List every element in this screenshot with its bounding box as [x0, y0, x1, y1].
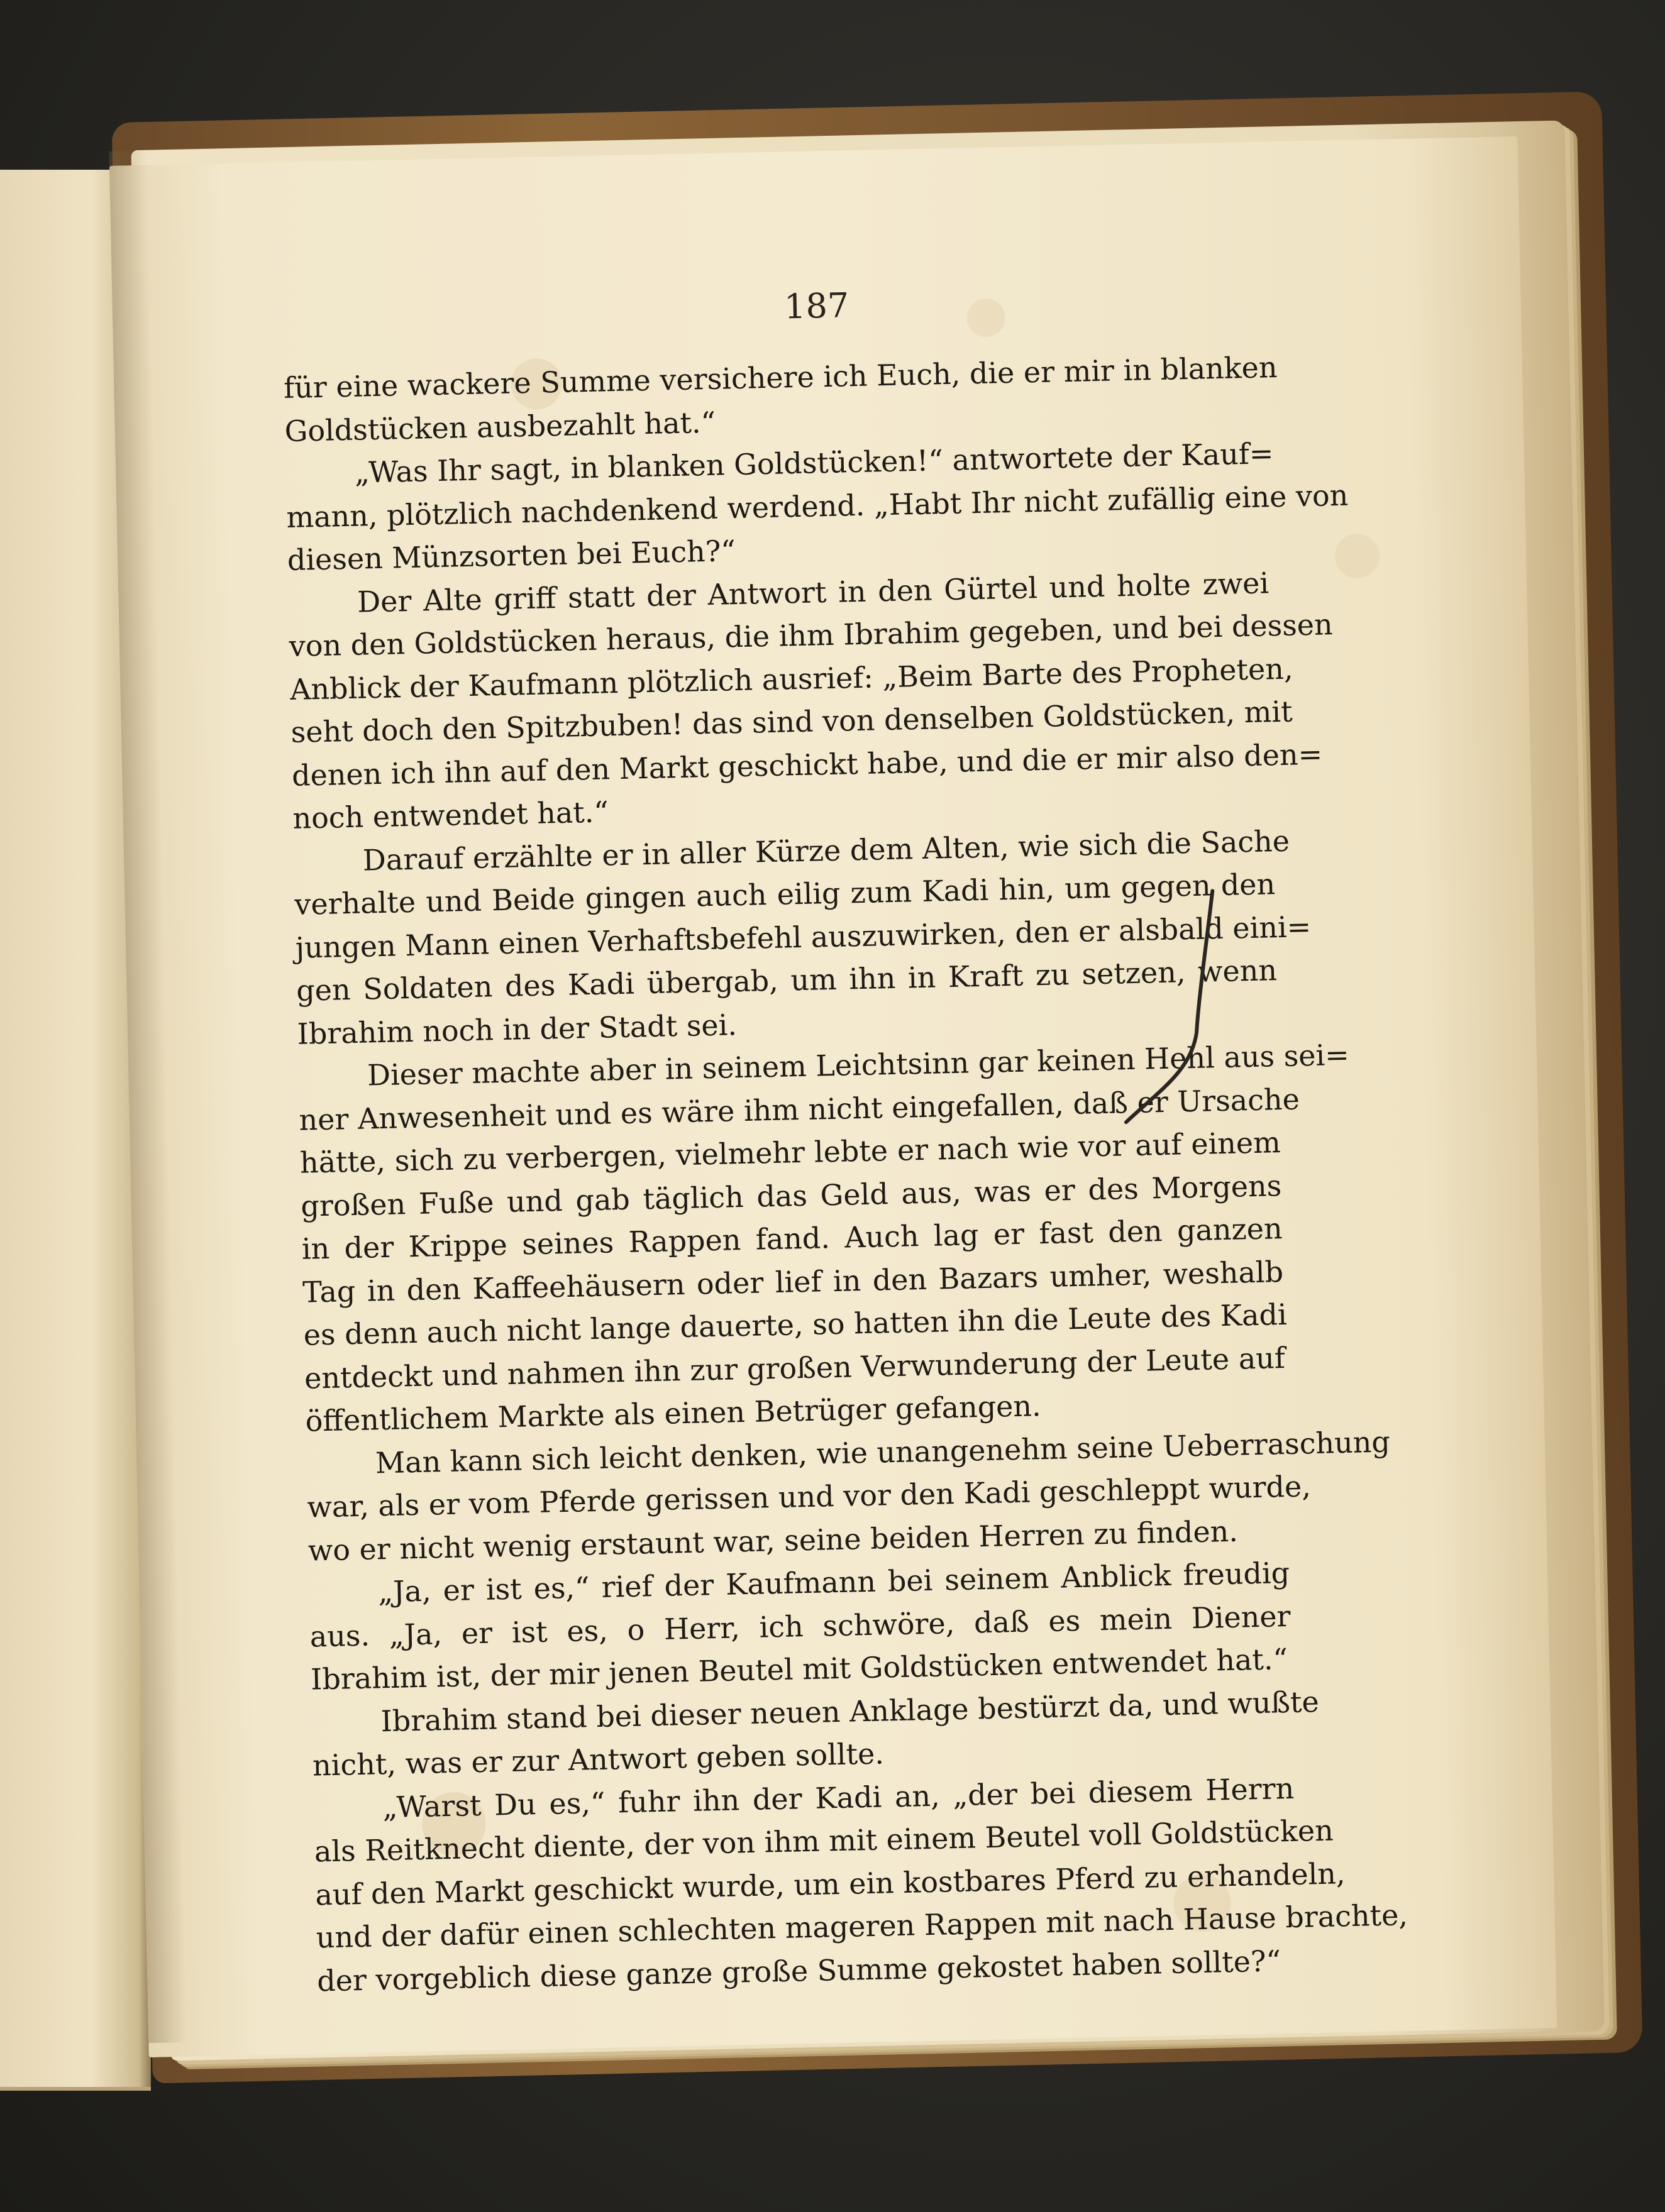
text-line: war, als er vom Pferde gerissen und vor den Kadi geschleppt wurde, — [306, 1469, 1312, 1524]
text-line: es denn auch nicht lange dauerte, so hatten ihn die Leute des Kadi — [303, 1297, 1288, 1352]
text-line: als Reitknecht diente, der von ihm mit einem Beutel voll Goldstücken — [314, 1813, 1334, 1869]
text-line: Ibrahim stand bei dieser neuen Anklage bestürzt da, und wußte — [380, 1684, 1320, 1738]
text-line: in der Krippe seines Rappen fand. Auch lag er fast den ganzen — [301, 1211, 1283, 1266]
text-line: noch entwendet hat.“ — [292, 795, 609, 835]
text-line: wo er nicht wenig erstaunt war, seine beiden Herren zu finden. — [307, 1514, 1239, 1568]
text-line: diesen Münzsorten bei Euch?“ — [287, 534, 736, 577]
text-line: hätte, sich zu verbergen, vielmehr lebte er nach wie vor auf einem — [299, 1125, 1281, 1180]
text-line: nicht, was er zur Antwort geben sollte. — [312, 1736, 885, 1783]
text-line: Darauf erzählte er in aller Kürze dem Alten, wie sich die Sache — [362, 823, 1290, 878]
text-line: Der Alte griff statt der Antwort in den Gürtel und holte zwei — [357, 565, 1269, 619]
text-line: verhalte und Beide gingen auch eilig zum Kadi hin, um gegen den — [294, 867, 1276, 922]
text-line: Anblick der Kaufmann plötzlich ausrief: „Beim Barte des Propheten, — [289, 651, 1293, 707]
text-line: Man kann sich leicht denken, wie unangenehm seine Ueberraschung — [375, 1424, 1391, 1480]
text-line: Dieser machte aber in seinem Leichtsinn gar keinen Hehl aus sei= — [367, 1037, 1350, 1092]
book-page — [109, 136, 1557, 2057]
page-number: 187 — [783, 285, 849, 327]
text-line: der vorgeblich diese ganze große Summe gekostet haben sollte?“ — [316, 1943, 1281, 1998]
text-line: denen ich ihn auf den Markt geschickt habe, und die er mir also den= — [291, 737, 1323, 793]
text-line: großen Fuße und gab täglich das Geld aus, was er des Morgens — [300, 1168, 1282, 1223]
text-line: mann, plötzlich nachdenkend werdend. „Habt Ihr nicht zufällig eine von — [285, 478, 1349, 534]
text-line: öffentlichem Markte als einen Betrüger gefangen. — [305, 1389, 1042, 1438]
text-line: „Was Ihr sagt, in blanken Goldstücken!“ antwortete der Kauf= — [354, 436, 1274, 490]
pen-stroke-mark — [1118, 887, 1249, 1128]
text-line: entdeckt und nahmen ihn zur großen Verwunderung der Leute auf — [304, 1340, 1286, 1395]
text-line: Ibrahim ist, der mir jenen Beutel mit Goldstücken entwendet hat.“ — [310, 1642, 1288, 1697]
text-line: ner Anwesenheit und es wäre ihm nicht eingefallen, daß er Ursache — [299, 1081, 1300, 1137]
text-line: für eine wackere Summe versichere ich Euch, die er mir in blanken — [283, 349, 1278, 405]
text-line: „Warst Du es,“ fuhr ihn der Kadi an, „der bei diesem Herrn — [382, 1771, 1295, 1824]
text-line: gen Soldaten des Kadi übergab, um ihn in Kraft zu setzen, wenn — [296, 953, 1278, 1008]
text-line: und der dafür einen schlechten mageren Rappen mit nach Hause brachte, — [316, 1898, 1408, 1955]
text-line: jungen Mann einen Verhaftsbefehl auszuwirken, den er alsbald eini= — [295, 909, 1312, 965]
text-line: Goldstücken ausbezahlt hat.“ — [284, 405, 716, 448]
text-line: Ibrahim noch in der Stadt sei. — [297, 1007, 738, 1051]
text-line: auf den Markt geschickt wurde, um ein kostbares Pferd zu erhandeln, — [314, 1856, 1346, 1912]
text-line: von den Goldstücken heraus, die ihm Ibrahim gegeben, und bei dessen — [289, 607, 1334, 663]
text-line: aus. „Ja, er ist es, o Herr, ich schwöre, daß es mein Diener — [309, 1598, 1292, 1654]
page-text — [283, 346, 1408, 2002]
text-line: „Ja, er ist es,“ rief der Kaufmann bei seinem Anblick freudig — [377, 1555, 1290, 1609]
text-line: Tag in den Kaffeehäusern oder lief in den Bazars umher, weshalb — [302, 1254, 1284, 1309]
text-line: seht doch den Spitzbuben! das sind von denselben Goldstücken, mit — [290, 694, 1293, 749]
